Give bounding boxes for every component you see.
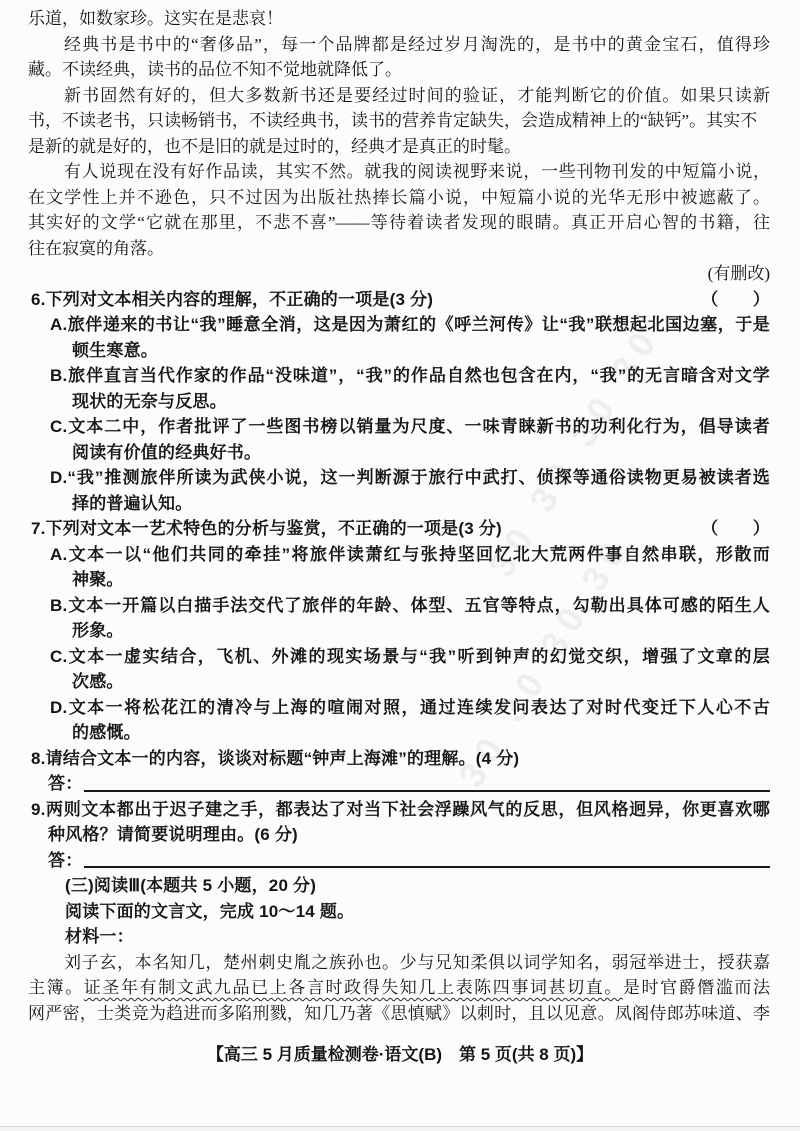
classical-passage-line <box>28 975 770 1001</box>
answer-line-9: 答： <box>28 848 770 874</box>
question-9-stem-cont: 种风格？请简要说明理由。(6 分) <box>48 825 298 844</box>
passage-line: 新书固然有好的，但大多数新书还是要经过时间的验证，才能判断它的价值。如果只读新 <box>64 85 770 105</box>
plain-text: 是时官爵僭滥而法 <box>622 978 771 997</box>
question-7-stem: 7.下列对文本一艺术特色的分析与鉴赏，不正确的一项是(3 分) （ ） <box>28 516 770 542</box>
document-lines <box>28 6 770 1026</box>
passage-line: 是新的就是好的，也不是旧的就是过时的，经典才是真正的时髦。 <box>28 136 521 156</box>
material-1-label: 材料一： <box>65 927 134 946</box>
question-6-stem: 6.下列对文本相关内容的理解，不正确的一项是(3 分) （ ） <box>28 287 770 313</box>
question-6-option-c-cont: 阅读有价值的经典好书。 <box>72 442 262 462</box>
question-7-option-a-cont: 神聚。 <box>72 570 124 589</box>
section-instruction: 阅读下面的文言文，完成 10～14 题。 <box>65 901 355 921</box>
answer-blank <box>84 771 770 792</box>
watermark: 30 30 30 30 <box>480 317 669 585</box>
question-7-option-a: A.文本一以“他们共同的牵挂”将旅伴读萧红与张持坚回忆北大荒两件事自然串联，形散而 <box>50 544 770 564</box>
watermark: 30 30 30 30 <box>450 527 639 795</box>
scan-page-edge <box>0 1126 800 1131</box>
passage-line: 书，不读老书，只读畅销书，不读经典书，读书的营养肯定缺失，会造成精神上的“缺钙”。其实不 <box>28 111 758 130</box>
question-8-stem: 8.请结合文本一的内容，谈谈对标题“钟声上海滩”的理解。(4 分) <box>31 748 520 768</box>
answer-blank <box>84 848 770 869</box>
passage-line: 有人说现在没有好作品读，其实不然。就我的阅读视野来说，一些刊物刊发的中短篇小说， <box>64 162 770 181</box>
question-7-option-c: C.文本一虚实结合，飞机、外滩的现实场景与“我”听到钟声的幻觉交织，增强了文章的层 <box>50 646 770 666</box>
question-6-option-c: C.文本二中，作者批评了一些图书榜以销量为尺度、一味青睐新书的功利化行为，倡导读者 <box>50 417 770 436</box>
classical-passage-line: 刘子玄，本名知几，楚州刺史胤之族孙也。少与兄知柔俱以词学知名，弱冠举进士，授获嘉 <box>64 952 770 972</box>
question-7-option-d: D.文本一将松花江的清冷与上海的喧闹对照，通过连续发问表达了对时代变迁下人心不古 <box>50 697 770 717</box>
question-9-stem: 9.两则文本都出于迟子建之手，都表达了对当下社会浮躁风气的反思，但风格迥异，你更喜欢哪 <box>31 799 770 819</box>
passage-line: 其实好的文学“它就在那里，不悲不喜”——等待着读者发现的眼睛。真正开启心智的书籍，往 <box>28 213 770 232</box>
question-7-option-b: B.文本一开篇以白描手法交代了旅伴的年龄、体型、五官等特点，勾勒出具体可感的陌生人 <box>50 595 770 615</box>
passage-line: 往在寂寞的角落。 <box>28 238 164 258</box>
question-6-option-d-cont: 择的普遍认知。 <box>72 493 193 513</box>
source-note: (有删改) <box>707 264 770 283</box>
answer-bracket: （ ） <box>701 519 770 538</box>
passage-line: 藏。不读经典，读书的品位不知不觉地就降低了。 <box>28 60 402 79</box>
classical-passage-line: 网严密，士类竞为趋进而多陷刑戮，知几乃著《思慎赋》以刺时，且以见意。凤阁侍郎苏味道、李 <box>28 1003 770 1023</box>
wavy-underlined-text: 证圣年有制文武九品已上各言时政得失知几上表陈四事词甚切直。 <box>83 978 623 997</box>
page-footer: 【高三 5 月质量检测卷·语文(B) 第 5 页(共 8 页)】 <box>206 1045 594 1064</box>
question-6-option-a-cont: 顿生寒意。 <box>72 340 158 360</box>
answer-line-8: 答： <box>28 771 770 797</box>
question-7-option-b-cont: 形象。 <box>72 621 124 640</box>
question-6-option-b-cont: 现状的无奈与反思。 <box>72 391 227 411</box>
answer-bracket: （ ） <box>701 289 770 309</box>
question-7-option-c-cont: 次感。 <box>72 672 124 691</box>
question-6-option-d: D.“我”推测旅伴所读为武侠小说，这一判断源于旅行中武打、侦探等通俗读物更易被读者选 <box>50 468 770 487</box>
question-6-option-a: A.旅伴递来的书让“我”睡意全消，这是因为萧红的《呼兰河传》让“我”联想起北国边塞，于是 <box>50 315 770 334</box>
passage-line: 经典书是书中的“奢侈品”，每一个品牌都是经过岁月淘洗的，是书中的黄金宝石，值得珍 <box>64 34 770 54</box>
question-7-option-d-cont: 的感慨。 <box>72 723 141 742</box>
question-6-option-b: B.旅伴直言当代作家的作品“没味道”，“我”的作品自然也包含在内，“我”的无言暗含对文学 <box>50 366 770 385</box>
passage-line: 乐道，如数家珍。这实在是悲哀！ <box>28 9 283 28</box>
passage-line: 在文学性上并不逊色，只不过因为出版社热捧长篇小说，中短篇小说的光华无形中被遮蔽了。 <box>28 187 770 207</box>
plain-text: 主簿。 <box>28 978 84 997</box>
section-heading: (三)阅读Ⅲ(本题共 5 小题，20 分) <box>65 876 317 895</box>
